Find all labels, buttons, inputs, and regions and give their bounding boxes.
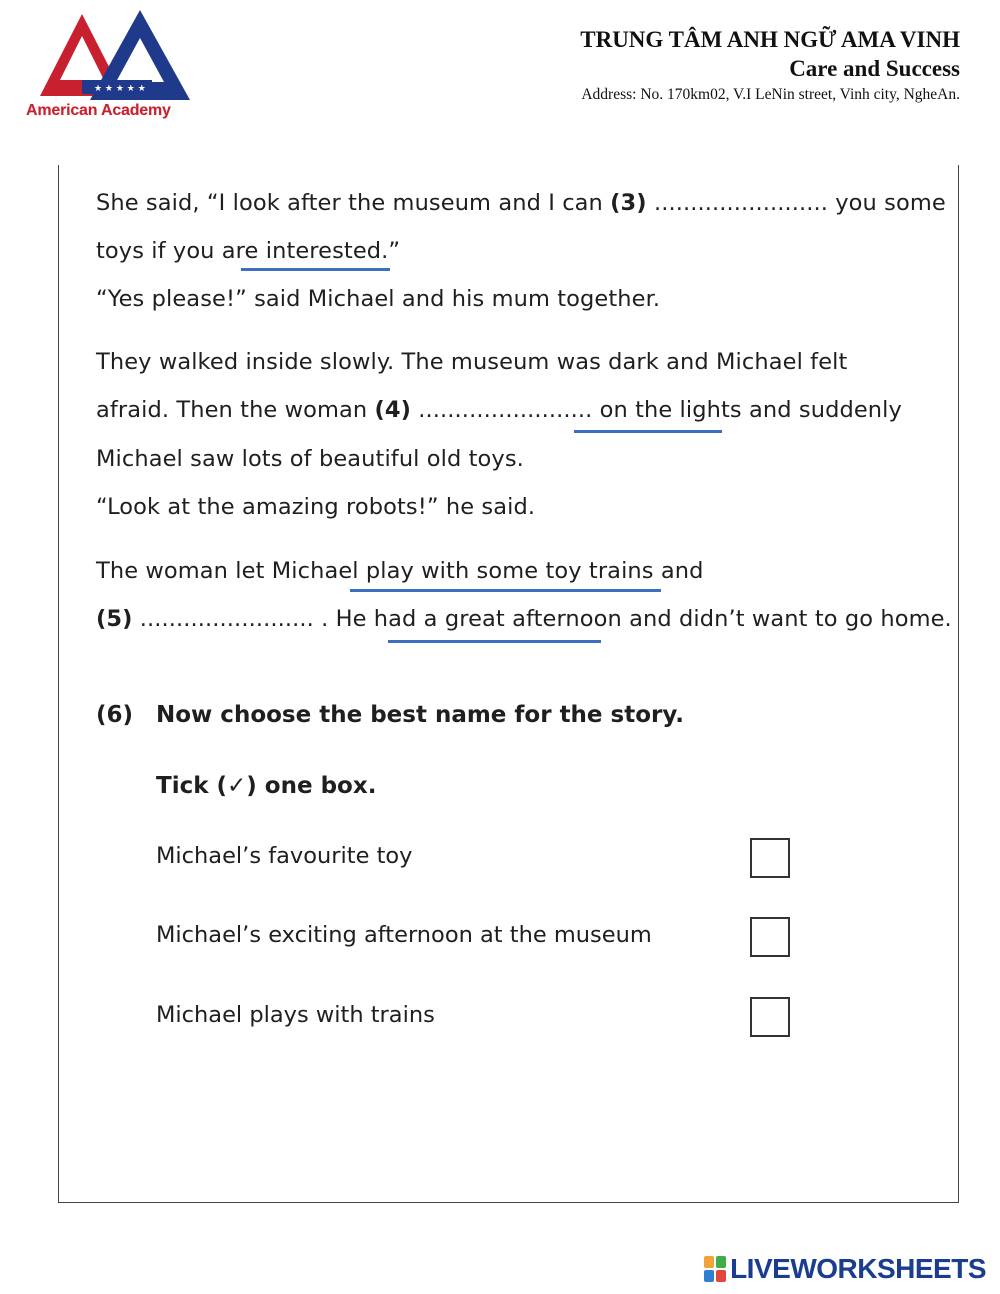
center-slogan: Care and Success [789, 56, 960, 81]
question-6-number: (6) [96, 702, 134, 728]
story-line-6: Michael saw lots of beautiful old toys. [96, 446, 524, 472]
story-line-4: They walked inside slowly. The museum was dark and Michael felt [96, 349, 848, 375]
underline-are-interested [241, 268, 390, 271]
gap-number-5: (5) [96, 606, 133, 632]
story-line-5 [96, 397, 902, 423]
gap-3-blank[interactable]: ........................ you some [646, 190, 946, 216]
story-text: afraid. Then the woman [96, 397, 375, 423]
option-3-label: Michael plays with trains [156, 1002, 435, 1028]
logo-triangle-icon [32, 8, 192, 108]
story-line-3: “Yes please!” said Michael and his mum together. [96, 286, 661, 312]
svg-text:★ ★ ★ ★ ★: ★ ★ ★ ★ ★ [94, 84, 146, 94]
center-address: Address: No. 170km02, V.I LeNin street, Vinh city, NgheAn. [581, 86, 960, 103]
story-line-1 [96, 190, 946, 216]
option-1-label: Michael’s favourite toy [156, 843, 413, 869]
underline-a-great-afternoon [388, 640, 601, 643]
gap-5-blank[interactable]: ........................ . He had a great afternoon and didn’t want to go home. [132, 606, 952, 632]
worksheet-frame [58, 165, 959, 1203]
option-3-checkbox[interactable] [750, 997, 790, 1037]
story-line-7: “Look at the amazing robots!” he said. [96, 494, 536, 520]
option-1-checkbox[interactable] [750, 838, 790, 878]
gap-4-blank[interactable]: ........................ on the lights and suddenly [411, 397, 902, 423]
liveworksheets-logo [704, 1252, 986, 1286]
liveworksheets-brand: LIVEWORKSHEETS [730, 1253, 986, 1284]
american-academy-logo [22, 8, 202, 126]
question-6-prompt: Now choose the best name for the story. [156, 702, 684, 728]
tick-instruction: Tick (✓) one box. [156, 773, 377, 799]
option-2-label: Michael’s exciting afternoon at the museum [156, 922, 652, 948]
gap-number-4: (4) [374, 397, 412, 423]
center-name: TRUNG TÂM ANH NGỮ AMA VINH [580, 27, 960, 52]
logo-text: American Academy [26, 102, 171, 119]
liveworksheets-blocks-icon [704, 1256, 726, 1282]
story-line-8: The woman let Michael play with some toy trains and [96, 558, 704, 584]
gap-number-3: (3) [610, 190, 647, 216]
option-2-checkbox[interactable] [750, 917, 790, 957]
story-text: She said, “I look after the museum and I can [96, 190, 611, 216]
underline-play-with-some-toy-trains [350, 589, 661, 592]
underline-on-the-lights [574, 430, 722, 433]
story-line-9 [96, 606, 952, 632]
story-line-2: toys if you are interested.” [96, 238, 401, 264]
center-header [580, 26, 960, 106]
